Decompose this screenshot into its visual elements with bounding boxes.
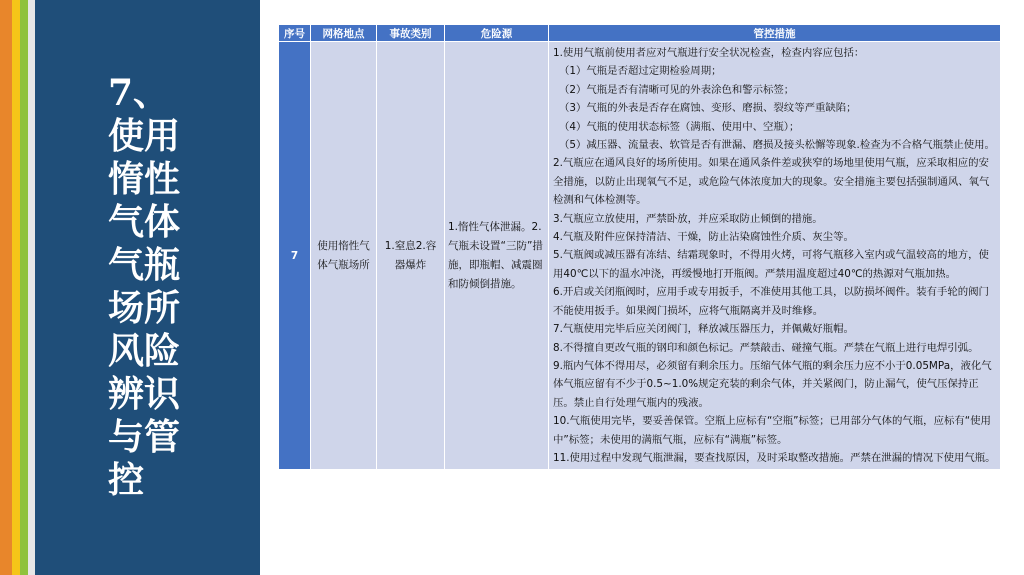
measure-item: （5）减压器、流量表、软管是否有泄漏、磨损及接头松懈等现象.检查为不合格气瓶禁止使用。 xyxy=(559,139,995,152)
cell-measures xyxy=(549,42,1001,470)
header-hazard: 危险源 xyxy=(445,25,549,42)
header-measures: 管控措施 xyxy=(549,25,1001,42)
measure-item: 3.气瓶应立放使用，严禁卧放，并应采取防止倾倒的措施。 xyxy=(553,212,823,225)
measure-item: 8.不得擅自更改气瓶的钢印和颜色标记。严禁敲击、碰撞气瓶。严禁在气瓶上进行电焊引弧。 xyxy=(553,341,979,354)
measure-item: 5.气瓶阀或减压器有冻结、结霜现象时，不得用火烤，可将气瓶移入室内或气温较高的地方，使用40℃以下的温水冲浇，再缓慢地打开瓶阀。严禁用温度超过40℃的热源对气瓶加热。 xyxy=(553,249,989,280)
header-location: 网格地点 xyxy=(311,25,377,42)
header-num: 序号 xyxy=(279,25,311,42)
measure-item: （3）气瓶的外表是否存在腐蚀、变形、磨损、裂纹等严重缺陷； xyxy=(559,102,857,115)
header-accident-type: 事故类别 xyxy=(377,25,445,42)
table-header-row xyxy=(279,25,1001,42)
measure-item: 6.开启或关闭瓶阀时，应用手或专用扳手，不准使用其他工具，以防损坏阀件。装有手轮的阀门不能使用扳手。如果阀门损坏，应将气瓶隔离并及时维修。 xyxy=(553,286,989,317)
cell-hazard: 1.惰性气体泄漏。2.气瓶未设置“三防”措施，即瓶帽、减震圈和防倾倒措施。 xyxy=(445,42,549,470)
slide-title: 7、使用惰性气体气瓶场所风险辨识与管控 xyxy=(108,72,181,501)
table-row xyxy=(279,42,1001,470)
measure-item: （4）气瓶的使用状态标签（满瓶、使用中、空瓶）； xyxy=(559,120,800,133)
cell-accident-type: 1.窒息2.容器爆炸 xyxy=(377,42,445,470)
accent-stripe-green xyxy=(20,0,28,575)
accent-stripe-yellow xyxy=(12,0,20,575)
measure-item: （2）气瓶是否有清晰可见的外表涂色和警示标签； xyxy=(559,83,795,96)
cell-location: 使用惰性气体气瓶场所 xyxy=(311,42,377,470)
measure-item: 4.气瓶及附件应保持清洁、干燥，防止沾染腐蚀性介质、灰尘等。 xyxy=(553,231,854,244)
accent-stripe-gray xyxy=(28,0,35,575)
measure-item: 7.气瓶使用完毕后应关闭阀门，释放减压器压力，并佩戴好瓶帽。 xyxy=(553,323,854,336)
accent-stripe-orange xyxy=(0,0,12,575)
measure-item: 11.使用过程中发现气瓶泄漏，要查找原因，及时采取整改措施。严禁在泄漏的情况下使用气瓶。 xyxy=(553,451,996,464)
cell-num: 7 xyxy=(279,42,311,470)
measure-item: 2.气瓶应在通风良好的场所使用。如果在通风条件差或狭窄的场地里使用气瓶，应采取相应的安全措施，以防止出现氧气不足，或危险气体浓度加大的现象。安全措施主要包括强制通风、氧气检测和气体检测等。 xyxy=(553,157,990,207)
measure-item: 10.气瓶使用完毕，要妥善保管。空瓶上应标有“空瓶”标签；已用部分气体的气瓶，应标有“使用中”标签；未使用的满瓶气瓶，应标有“满瓶”标签。 xyxy=(553,415,991,446)
measure-item: 1.使用气瓶前使用者应对气瓶进行安全状况检查，检查内容应包括： xyxy=(553,47,865,59)
measure-item: （1）气瓶是否超过定期检验周期； xyxy=(559,65,722,78)
risk-control-table xyxy=(278,24,1001,470)
measure-item: 9.瓶内气体不得用尽，必须留有剩余压力。压缩气体气瓶的剩余压力应不小于0.05MPa，液化气体气瓶应留有不少于0.5~1.0%规定充装的剩余气体，并关紧阀门，防止漏气，使气压保持正压。禁止自行处理气瓶内的残液。 xyxy=(553,359,992,409)
risk-control-table-container xyxy=(278,24,1000,470)
